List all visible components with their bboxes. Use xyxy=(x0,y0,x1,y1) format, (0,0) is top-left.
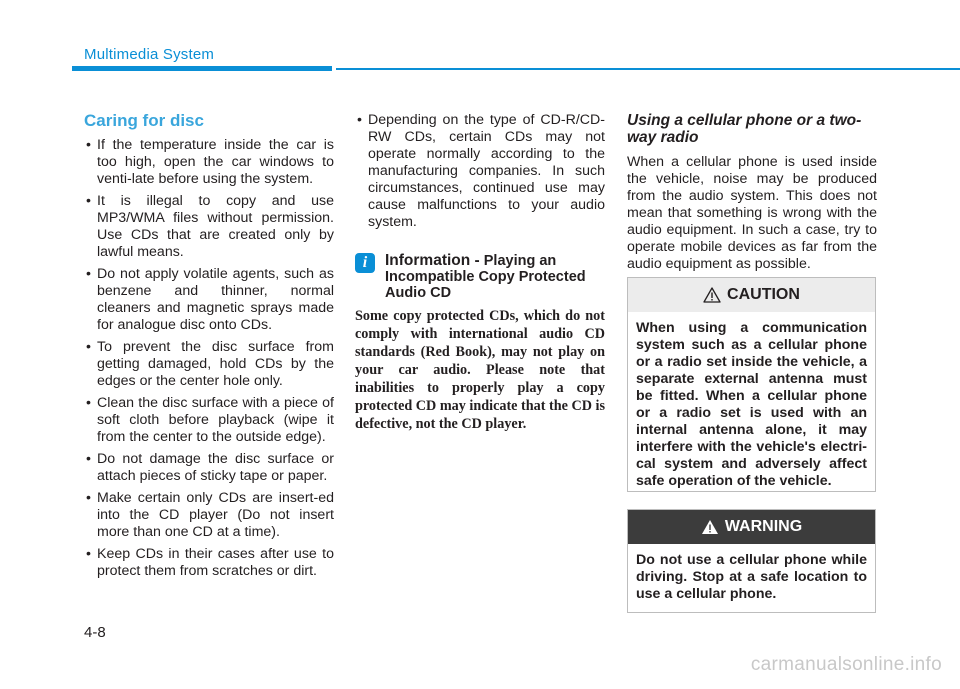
header-rule-thin xyxy=(336,68,960,70)
caution-label: CAUTION xyxy=(727,286,800,303)
warning-triangle-icon xyxy=(703,287,721,303)
information-text: Some copy protected CDs, which do not comply with international audio CD standards (Red Book), may not play on your car audio. Please note that inabilities to properly play a copy protected CD may indicate that the CD is defective, not the CD player. xyxy=(355,308,605,432)
watermark-text: carmanualsonline.info xyxy=(750,654,942,675)
caring-for-disc-heading: Caring for disc xyxy=(84,111,204,130)
header-rule-thick xyxy=(72,66,332,71)
information-subject: Playing an Incompatible Copy Protected Audio CD xyxy=(385,253,586,301)
cellular-phone-heading: Using a cellular phone or a two-way radio xyxy=(627,112,862,146)
information-header xyxy=(355,253,605,301)
warning-text: Do not use a cellular phone while driving. Stop at a safe location to use a cellular phone. xyxy=(636,552,867,602)
list-item: • Make certain only CDs are insert-ed into the CD player (Do not insert more than one CD at a time). xyxy=(84,490,334,541)
section-title: Multimedia System xyxy=(84,46,215,63)
warning-header xyxy=(628,510,875,544)
caution-text: When using a communication system such as a cellular phone or a radio set inside the vehicle, a separate external antenna must be fitted. When a cellular phone or a radio set is used with an internal antenna alone, it may interfere with the vehicle's electri-cal system and adversely affect safe operation of the vehicle. xyxy=(636,320,867,489)
list-item: • If the temperature inside the car is too high, open the car windows to venti-late before using the system. xyxy=(84,137,334,188)
list-item: • Clean the disc surface with a piece of soft cloth before playback (wipe it from the center to the outside edge). xyxy=(84,395,334,446)
list-item: • To prevent the disc surface from getting damaged, hold CDs by the edges or the center hole only. xyxy=(84,339,334,390)
caution-box xyxy=(627,277,876,492)
list-item: • Depending on the type of CD-R/CD-RW CDs, certain CDs may not operate normally according to the manufacturing companies. In such circumstances, continued use may cause malfunctions to your audio system. xyxy=(355,112,605,231)
information-lead: Information - xyxy=(385,252,480,269)
list-item: • Do not damage the disc surface or attach pieces of sticky tape or paper. xyxy=(84,451,334,485)
caution-header xyxy=(628,278,875,312)
warning-box xyxy=(627,509,876,613)
cd-types-bullet-list xyxy=(355,112,605,231)
warning-label: WARNING xyxy=(724,518,803,535)
caring-bullet-list xyxy=(84,137,334,580)
column-caring-for-disc xyxy=(84,112,334,585)
column-cellular-phone xyxy=(627,112,877,273)
page-number: 4-8 xyxy=(84,624,106,641)
cellular-phone-text: When a cellular phone is used inside the vehicle, noise may be produced from the audio system. This does not mean that something is wrong with the audio equipment. In such a case, try to operate mobile devices as far from the audio equipment as possible. xyxy=(627,154,877,272)
column-cd-types xyxy=(355,112,605,433)
list-item: • Keep CDs in their cases after use to protect them from scratches or dirt. xyxy=(84,546,334,580)
list-item: • It is illegal to copy and use MP3/WMA files without permission. Use CDs that are created only by lawful means. xyxy=(84,193,334,261)
information-title xyxy=(385,253,605,301)
info-icon: i xyxy=(355,253,375,273)
list-item: • Do not apply volatile agents, such as benzene and thinner, normal cleaners and magnetic sprays made for analogue disc onto CDs. xyxy=(84,266,334,334)
warning-triangle-icon xyxy=(701,519,719,535)
